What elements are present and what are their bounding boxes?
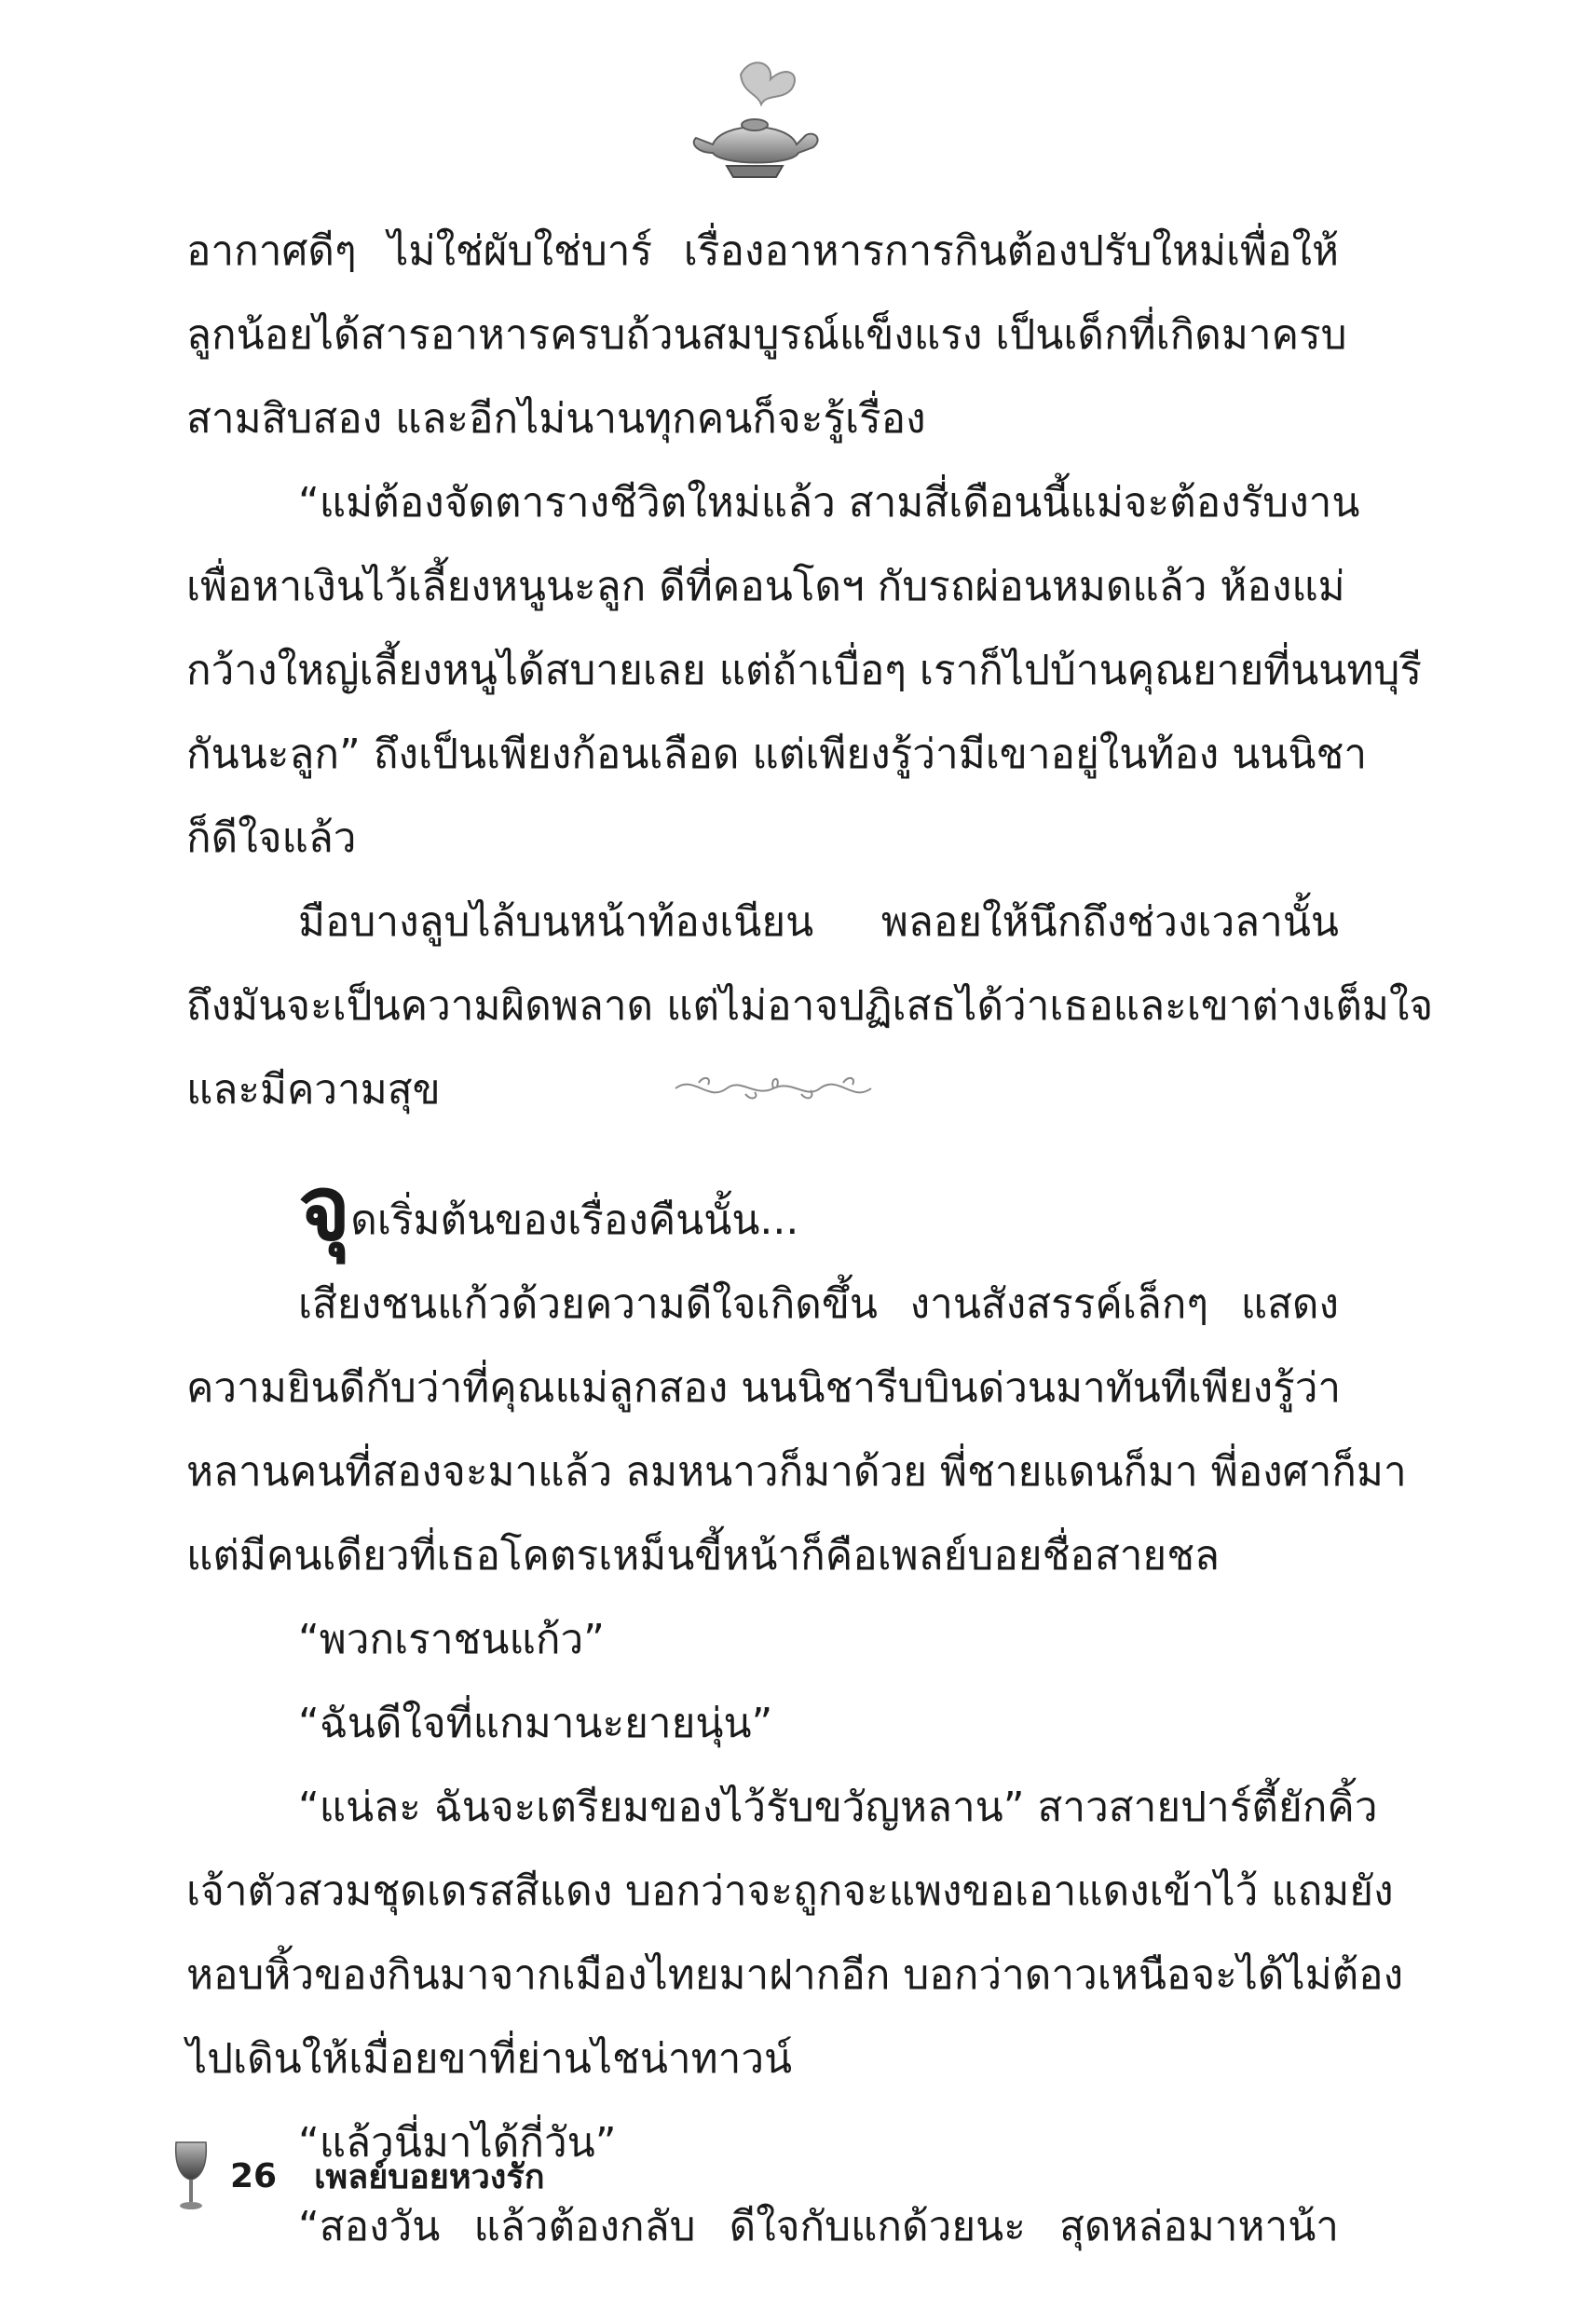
text-line: เพื่อหาเงินไว้เลี้ยงหนูนะลูก ดีที่คอนโดฯ กับรถผ่อนหมดแล้ว ห้องแม่ [186, 563, 1345, 610]
text-line: หอบหิ้วของกินมาจากเมืองไทยมาฝากอีก บอกว่าดาวเหนือจะได้ไม่ต้อง [186, 1951, 1404, 1999]
opening-text: ดเริ่มต้นของเรื่องคืนนั้น... [350, 1197, 799, 1244]
text-line: “แล้วนี่มาได้กี่วัน” [298, 2119, 617, 2167]
text-line: ไปเดินให้เมื่อยขาที่ย่านไชน่าทาวน์ [186, 2035, 793, 2083]
text-line: “สองวัน แล้วต้องกลับ ดีใจกับแกด้วยนะ สุดหล่อมาหาน้า [298, 2203, 1339, 2250]
text-line: เสียงชนแก้วด้วยความดีใจเกิดขึ้น งานสังสรรค์เล็กๆ แสดง [298, 1280, 1339, 1328]
text-line: และมีความสุข [186, 1066, 441, 1114]
lamp-ornament-icon [685, 56, 825, 186]
page-footer [172, 2134, 545, 2218]
text-line: สามสิบสอง และอีกไม่นานทุกคนก็จะรู้เรื่อง [186, 395, 926, 443]
text-line: “แน่ละ ฉันจะเตรียมของไว้รับขวัญหลาน” สาวสายปาร์ตี้ยักคิ้ว [298, 1784, 1378, 1831]
text-line: ถึงมันจะเป็นความผิดพลาด แต่ไม่อาจปฏิเสธได้ว่าเธอและเขาต่างเต็มใจ [186, 982, 1434, 1030]
book-title: เพลย์บอยหวงรัก [314, 2157, 545, 2196]
text-line: ความยินดีกับว่าที่คุณแม่ลูกสอง นนนิชารีบบินด่วนมาทันทีเพียงรู้ว่า [186, 1364, 1342, 1412]
text-line: หลานคนที่สองจะมาแล้ว ลมหนาวก็มาด้วย พี่ชายแดนก็มา พี่องศาก็มา [186, 1448, 1407, 1496]
paragraphs-bottom [186, 1156, 1407, 2269]
vine-divider-icon [671, 1070, 876, 1107]
text-line: “แม่ต้องจัดตารางชีวิตใหม่แล้ว สามสี่เดือนนี้แม่จะต้องรับงาน [298, 479, 1360, 526]
paragraphs-top [186, 210, 1434, 1132]
drop-cap: จุ [298, 1156, 351, 1261]
text-line: แต่มีคนเดียวที่เธอโคตรเหม็นขี้หน้าก็คือเพลย์บอยชื่อสายชล [186, 1532, 1221, 1579]
page-number: 26 [230, 2156, 278, 2195]
text-line: มือบางลูบไล้บนหน้าท้องเนียน พลอยให้นึกถึงช่วงเวลานั้น [298, 898, 1339, 946]
text-line: กันนะลูก” ถึงเป็นเพียงก้อนเลือด แต่เพียงรู้ว่ามีเขาอยู่ในท้อง นนนิชา [186, 731, 1368, 778]
text-line: “พวกเราชนแก้ว” [298, 1616, 605, 1663]
text-line: เจ้าตัวสวมชุดเดรสสีแดง บอกว่าจะถูกจะแพงขอเอาแดงเข้าไว้ แถมยัง [186, 1867, 1394, 1915]
text-line: ลูกน้อยได้สารอาหารครบถ้วนสมบูรณ์แข็งแรง เป็นเด็กที่เกิดมาครบ [186, 311, 1347, 359]
text-line: “ฉันดีใจที่แกมานะยายนุ่น” [298, 1700, 773, 1747]
chapter-opening-line [186, 1156, 1339, 1263]
text-line: อากาศดีๆ ไม่ใช่ผับใช่บาร์ เรื่องอาหารการกินต้องปรับใหม่เพื่อให้ [186, 227, 1339, 275]
text-line: กว้างใหญ่เลี้ยงหนูได้สบายเลย แต่ถ้าเบื่อๆ เราก็ไปบ้านคุณยายที่นนทบุรี [186, 647, 1422, 694]
text-line: ก็ดีใจแล้ว [186, 814, 357, 862]
wine-glass-icon [172, 2139, 210, 2213]
